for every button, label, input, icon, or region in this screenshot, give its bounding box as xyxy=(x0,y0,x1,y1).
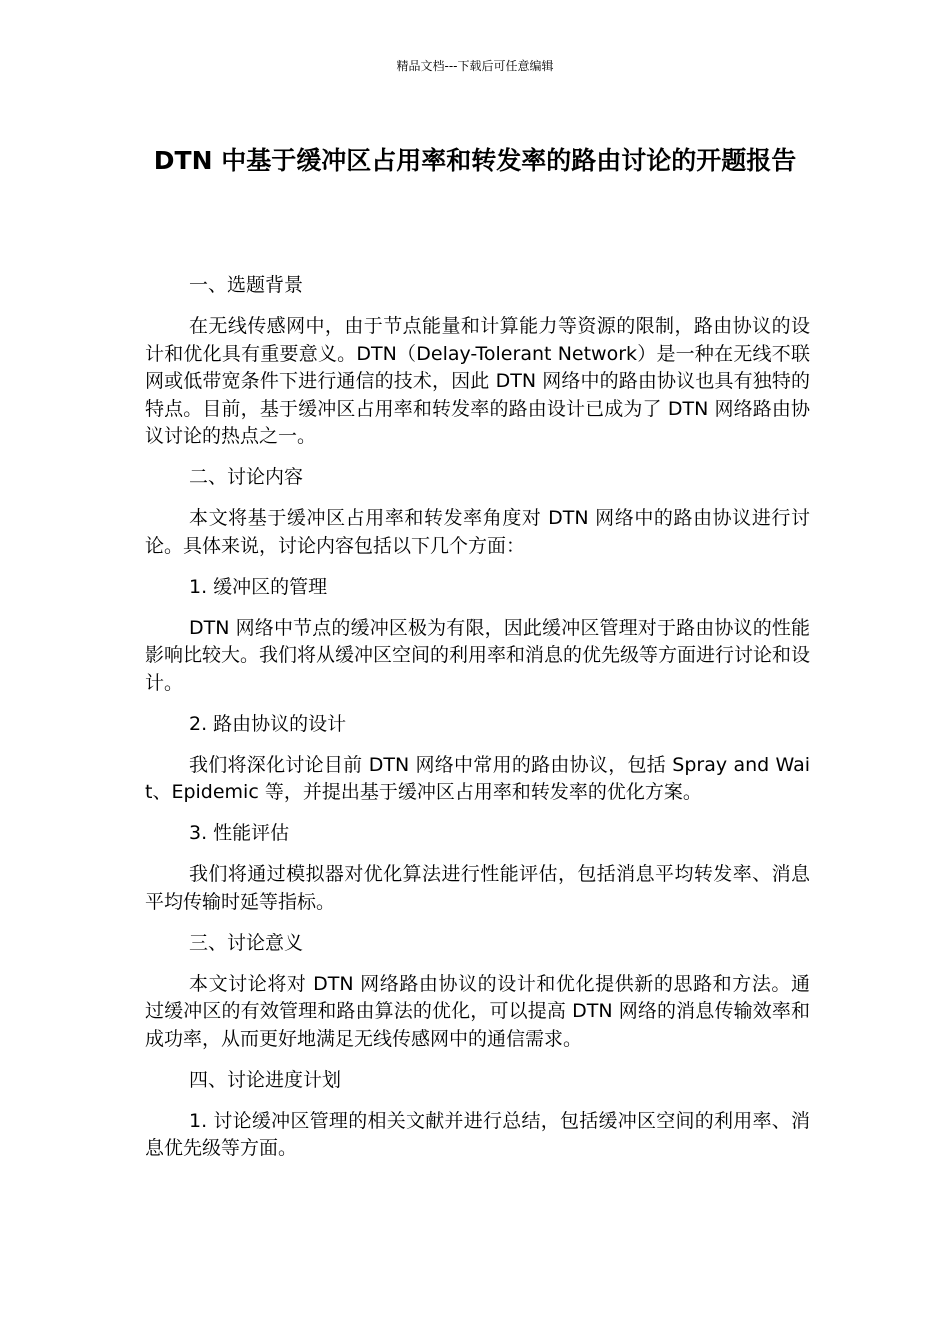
paragraph-buffer-management: DTN 网络中节点的缓冲区极为有限，因此缓冲区管理对于路由协议的性能影响比较大。我们将从缓冲区空间的利用率和消息的优先级等方面进行讨论和设计。 xyxy=(145,616,811,694)
section-heading-significance: 三、讨论意义 xyxy=(189,931,304,954)
document-title: DTN 中基于缓冲区占用率和转发率的路由讨论的开题报告 xyxy=(153,146,797,175)
subheading-buffer-management: 1. 缓冲区的管理 xyxy=(189,575,328,598)
document-body xyxy=(145,272,810,1176)
paragraph-significance: 本文讨论将对 DTN 网络路由协议的设计和优化提供新的思路和方法。通过缓冲区的有效管理和路由算法的优化，可以提高 DTN 网络的消息传输效率和成功率，从而更好地满足无线传感网中的通信需求。 xyxy=(145,972,810,1050)
subheading-performance: 3. 性能评估 xyxy=(189,822,290,844)
section-heading-content: 二、讨论内容 xyxy=(189,466,304,488)
paragraph-background: 在无线传感网中，由于节点能量和计算能力等资源的限制，路由协议的设计和优化具有重要意义。DTN（Delay-Tolerant Network）是一种在无线不联网或低带宽条件下进行通信的技术，因此 DTN 网络中的路由协议也具有独特的特点。目前，基于缓冲区占用率和转发率的路由设计已成为了 DTN 网络路由协议讨论的热点之一。 xyxy=(145,315,810,447)
paragraph-performance: 我们将通过模拟器对优化算法进行性能评估，包括消息平均转发率、消息平均传输时延等指标。 xyxy=(145,863,810,913)
subheading-routing-design: 2. 路由协议的设计 xyxy=(189,712,347,735)
paragraph-schedule-1: 1. 讨论缓冲区管理的相关文献并进行总结，包括缓冲区空间的利用率、消息优先级等方面。 xyxy=(145,1109,810,1159)
paragraph-content-intro: 本文将基于缓冲区占用率和转发率角度对 DTN 网络中的路由协议进行讨论。具体来说，讨论内容包括以下几个方面： xyxy=(145,507,810,557)
page-header: 精品文档---下载后可任意编辑 xyxy=(396,59,554,73)
paragraph-routing-design: 我们将深化讨论目前 DTN 网络中常用的路由协议，包括 Spray and Wait、Epidemic 等，并提出基于缓冲区占用率和转发率的优化方案。 xyxy=(145,753,810,803)
section-heading-schedule: 四、讨论进度计划 xyxy=(189,1068,342,1091)
section-heading-background: 一、选题背景 xyxy=(189,274,304,296)
